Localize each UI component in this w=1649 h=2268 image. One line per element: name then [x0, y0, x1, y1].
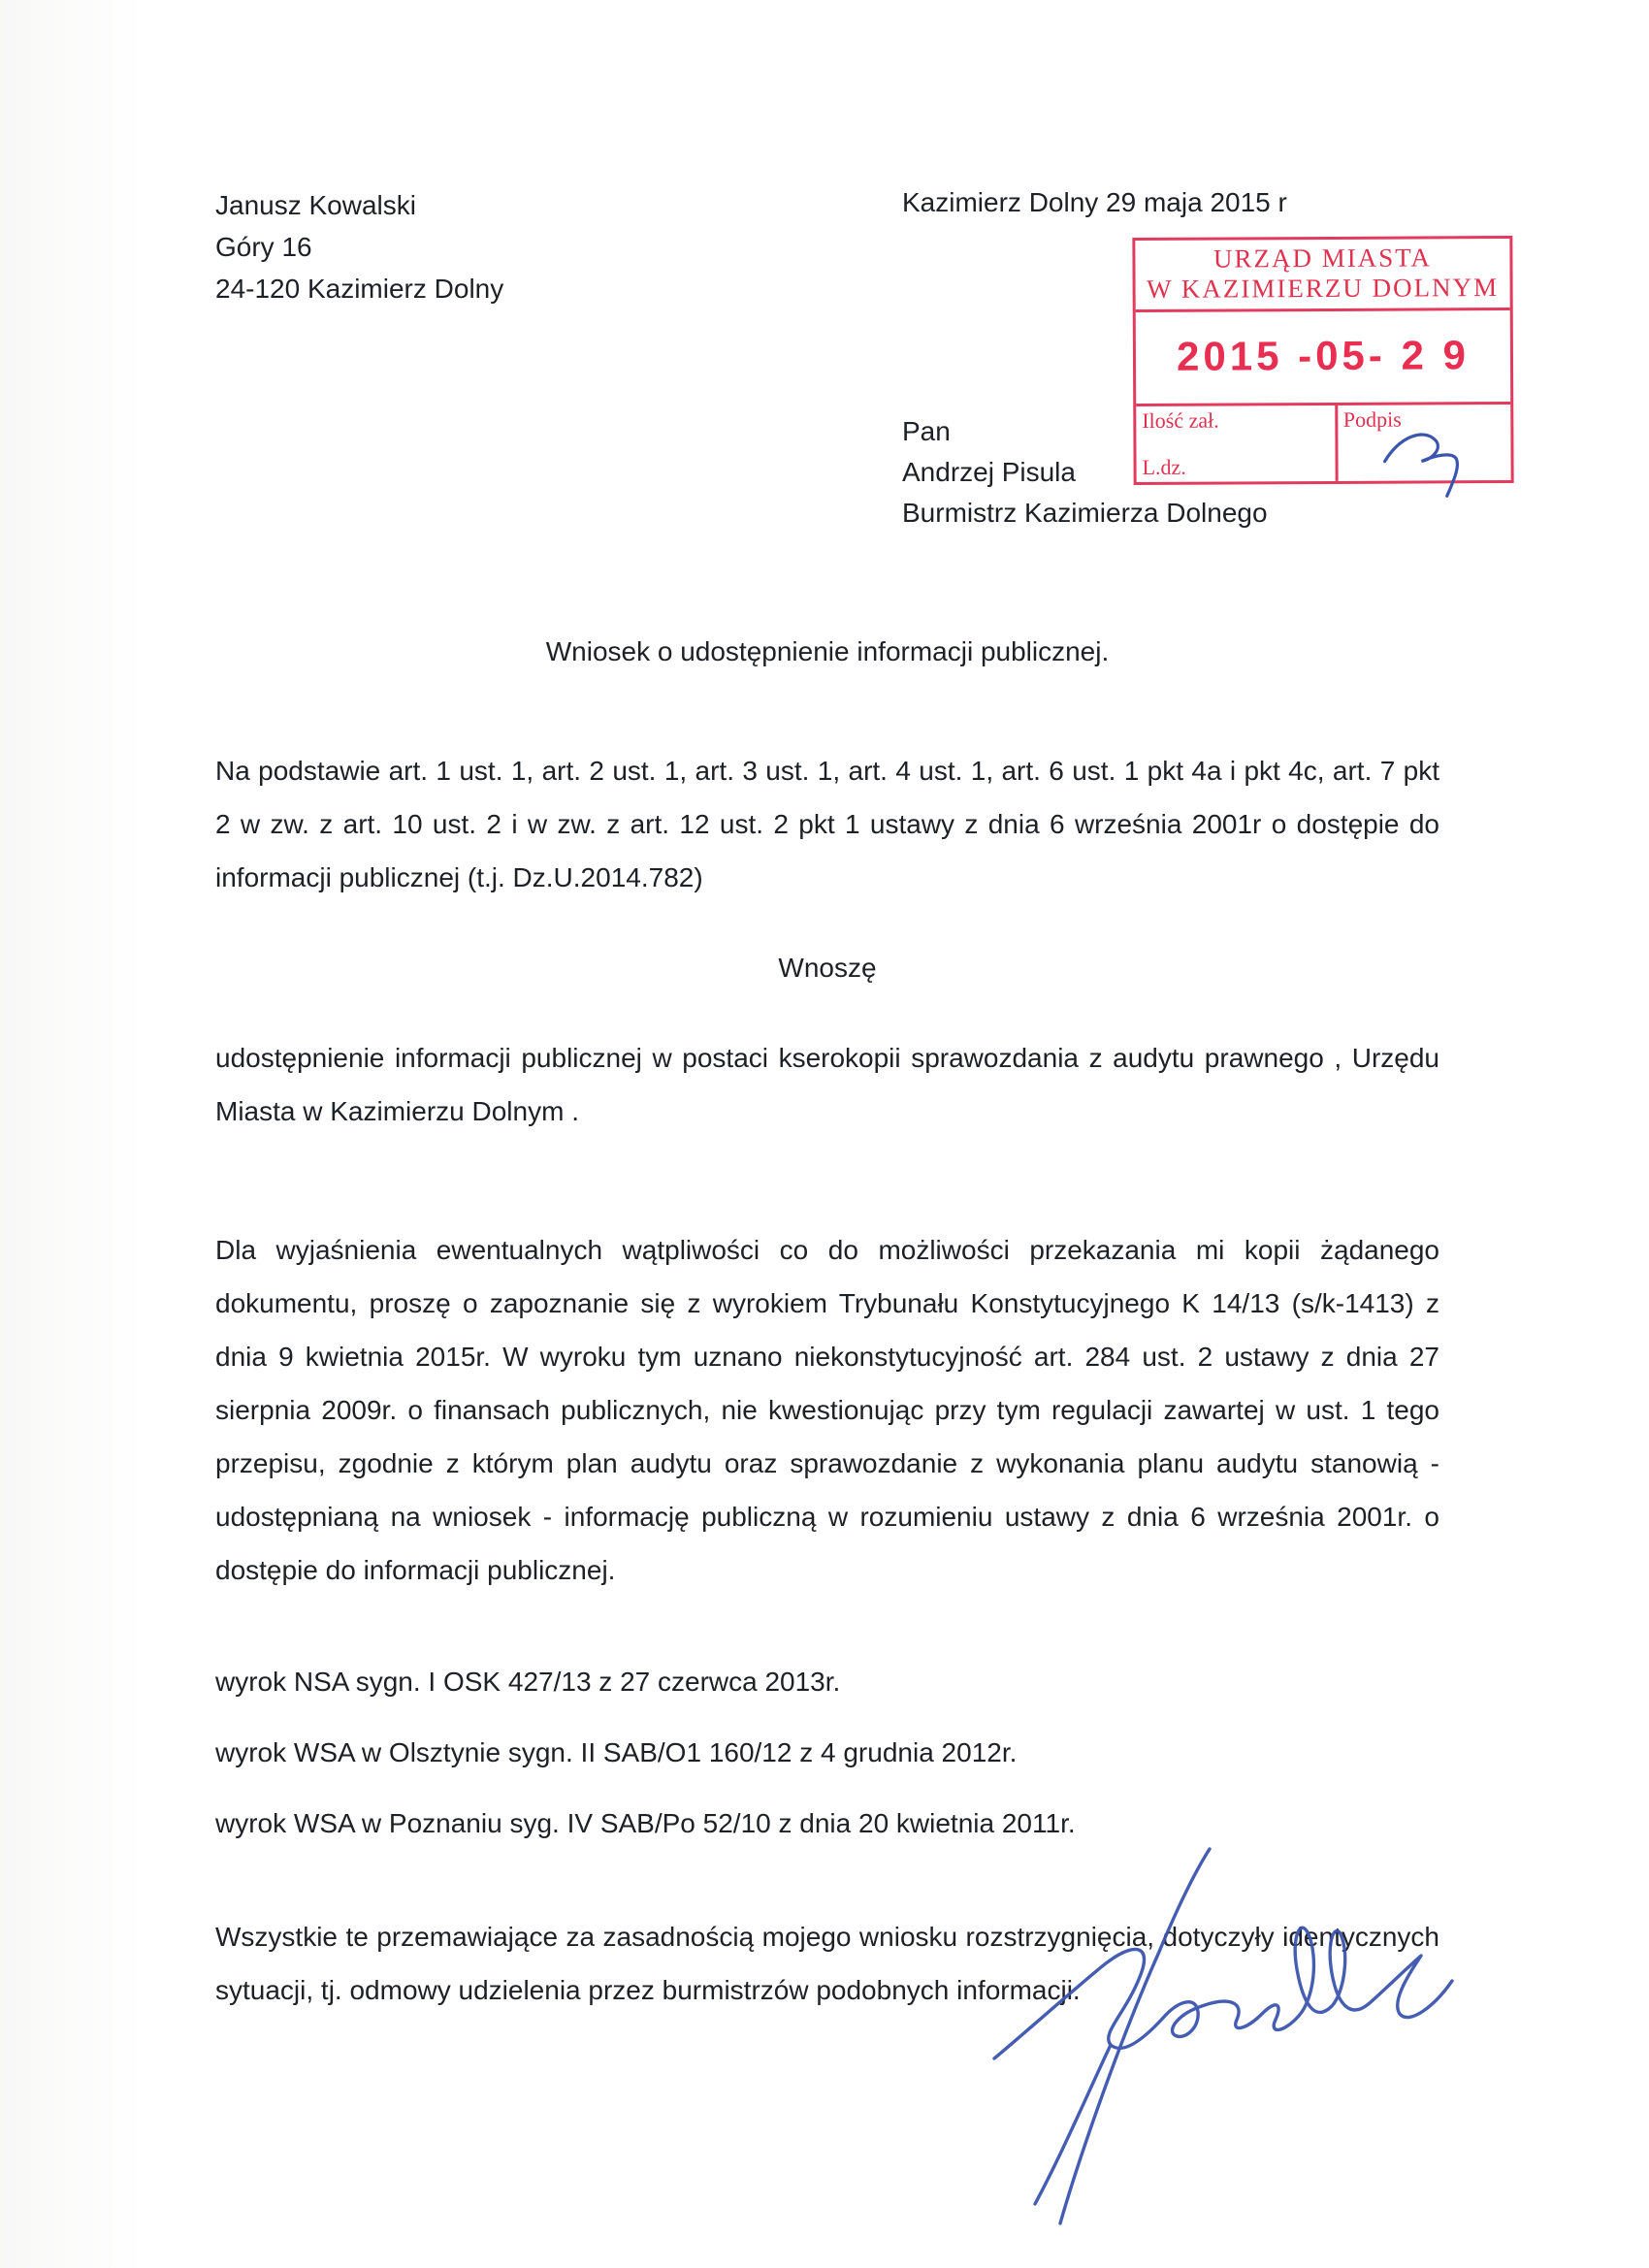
request-heading: Wnoszę — [778, 953, 877, 983]
recipient-salutation: Pan — [902, 416, 951, 446]
sender-name: Janusz Kowalski — [215, 190, 416, 220]
closing-paragraph: Wszystkie te przemawiające za zasadnością mojego wniosku rozstrzygnięcia, dotyczyły identycznych sytuacji, tj. odmowy udzielenia przez burmistrzów podobnych informacji. — [215, 1922, 1439, 2005]
ruling-wsa-olsztyn: wyrok WSA w Olsztynie sygn. II SAB/O1 160/12 z 4 grudnia 2012r. — [215, 1737, 1018, 1767]
recipient-title: Burmistrz Kazimierza Dolnego — [902, 498, 1268, 528]
handwritten-signature — [955, 1843, 1484, 2255]
scan-edge-shading — [0, 0, 146, 2268]
recipient-block — [902, 411, 1268, 534]
stamp-signature-cell — [1335, 405, 1511, 481]
justification-paragraph: Dla wyjaśnienia ewentualnych wątpliwości co do możliwości przekazania mi kopii żądanego dokumentu, proszę o zapoznanie się z wyrokiem Trybunału Konstytucyjnego K 14/13 (s/k-1413) z dnia 9 kwietnia 2015r. W wyroku tym uznano niekonstytucyjność art. 284 ust. 2 ustawy z dnia 27 sierpnia 2009r. o finansach publicznych, nie kwestionując przy tym regulacji zawartej w ust. 1 tego przepisu, zgodnie z którym plan audytu oraz sprawozdanie z wykonania planu audytu stanowią - udostępnianą na wniosek - informację publiczną w rozumieniu ustawy z dnia 6 września 2001r. o dostępie do informacji publicznej. — [215, 1235, 1439, 1585]
request-body-paragraph: udostępnienie informacji publicznej w postaci kserokopii sprawozdania z audytu prawnego , Urzędu Miasta w Kazimierzu Dolnym . — [215, 1043, 1439, 1126]
ruling-nsa: wyrok NSA sygn. I OSK 427/13 z 27 czerwca 2013r. — [215, 1667, 841, 1697]
sender-street: Góry 16 — [215, 232, 312, 262]
signature-ink — [955, 1843, 1484, 2255]
stamp-signature-label: Podpis — [1342, 406, 1402, 432]
stamp-office-name — [1135, 239, 1509, 312]
stamp-office-line2: W KAZIMIERZU DOLNYM — [1147, 273, 1500, 304]
recipient-name: Andrzej Pisula — [902, 457, 1076, 487]
stamp-attachments-label: Ilość zał. — [1142, 407, 1219, 433]
letter-subject: Wniosek o udostępnienie informacji publicznej. — [545, 636, 1110, 666]
stamp-office-line1: URZĄD MIASTA — [1212, 243, 1433, 274]
letter-body — [215, 625, 1439, 2017]
place-and-date: Kazimierz Dolny 29 maja 2015 r — [902, 187, 1287, 217]
stamp-initials-ink — [1376, 414, 1493, 493]
stamp-date: 2015 -05- 2 9 — [1136, 310, 1511, 406]
sender-address-block — [215, 184, 503, 309]
sender-city: 24-120 Kazimierz Dolny — [215, 274, 504, 304]
ruling-wsa-poznan: wyrok WSA w Poznaniu syg. IV SAB/Po 52/10 z dnia 20 kwietnia 2011r. — [215, 1808, 1076, 1838]
legal-basis-paragraph: Na podstawie art. 1 ust. 1, art. 2 ust. 1, art. 3 ust. 1, art. 4 ust. 1, art. 6 ust. 1 pkt 4a i pkt 4c, art. 7 pkt 2 w zw. z art. 10 ust. 2 i w zw. z art. 12 ust. 2 pkt 1 ustawy z dnia 6 września 2001r o dostępie do informacji publicznej (t.j. Dz.U.2014.782) — [215, 756, 1439, 892]
stamp-ref-number-label: L.dz. — [1142, 454, 1186, 479]
